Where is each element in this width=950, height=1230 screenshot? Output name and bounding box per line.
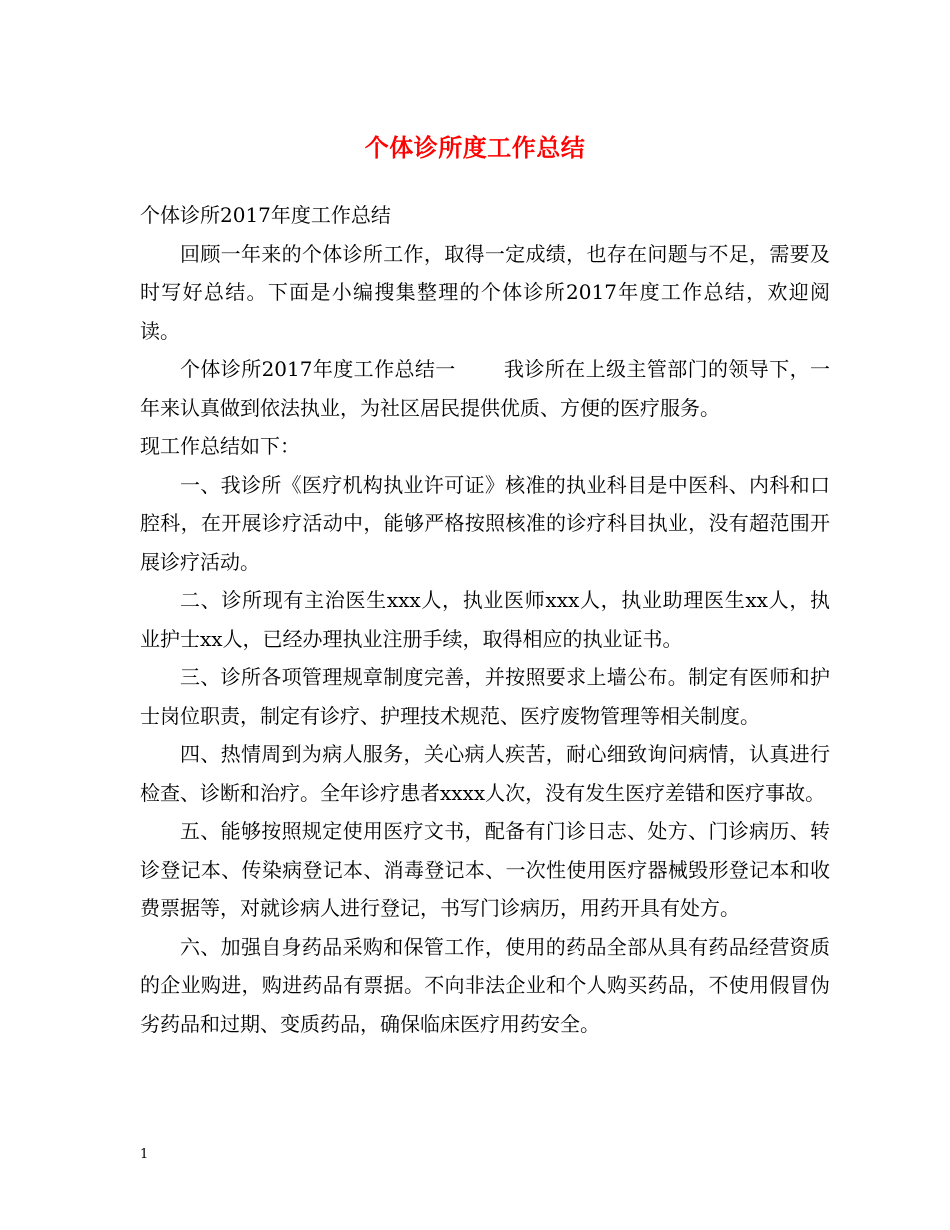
section-one-paragraph	[140, 350, 830, 427]
section-one-text: 我诊所在上级主管部门的领导下，一年来认真做到依法执业，为社区居民提供优质、方便的医疗服务。	[140, 357, 830, 420]
item-two-paragraph: 二、诊所现有主治医生xxx人，执业医师xxx人，执业助理医生xx人，执业护士xx人，已经办理执业注册手续，取得相应的执业证书。	[140, 588, 830, 651]
document-title: 个体诊所度工作总结	[364, 133, 586, 162]
item-four-paragraph: 四、热情周到为病人服务，关心病人疾苦，耐心细致询问病情，认真进行检查、诊断和治疗。全年诊疗患者xxxx人次，没有发生医疗差错和医疗事故。	[140, 742, 830, 805]
item-five-paragraph: 五、能够按照规定使用医疗文书，配备有门诊日志、处方、门诊病历、转诊登记本、传染病登记本、消毒登记本、一次性使用医疗器械毁形登记本和收费票据等，对就诊病人进行登记，书写门诊病历，用药开具有处方。	[140, 819, 830, 920]
document-body	[140, 196, 830, 1043]
intro-paragraph: 回顾一年来的个体诊所工作，取得一定成绩，也存在问题与不足，需要及时写好总结。下面是小编搜集整理的个体诊所2017年度工作总结，欢迎阅读。	[140, 241, 830, 343]
summary-lead: 现工作总结如下：	[140, 434, 300, 458]
item-one-paragraph: 一、我诊所《医疗机构执业许可证》核准的执业科目是中医科、内科和口腔科，在开展诊疗活动中，能够严格按照核准的诊疗科目执业，没有超范围开展诊疗活动。	[140, 472, 830, 574]
section-one-label: 个体诊所2017年度工作总结一	[180, 357, 456, 381]
page-number: 1	[140, 1147, 149, 1162]
item-six-paragraph: 六、加强自身药品采购和保管工作，使用的药品全部从具有药品经营资质的企业购进，购进药品有票据。不向非法企业和个人购买药品，不使用假冒伪劣药品和过期、变质药品，确保临床医疗用药安全。	[140, 934, 830, 1036]
document-heading: 个体诊所2017年度工作总结	[140, 203, 391, 227]
item-three-paragraph: 三、诊所各项管理规章制度完善，并按照要求上墙公布。制定有医师和护士岗位职责，制定有诊疗、护理技术规范、医疗废物管理等相关制度。	[140, 665, 830, 728]
